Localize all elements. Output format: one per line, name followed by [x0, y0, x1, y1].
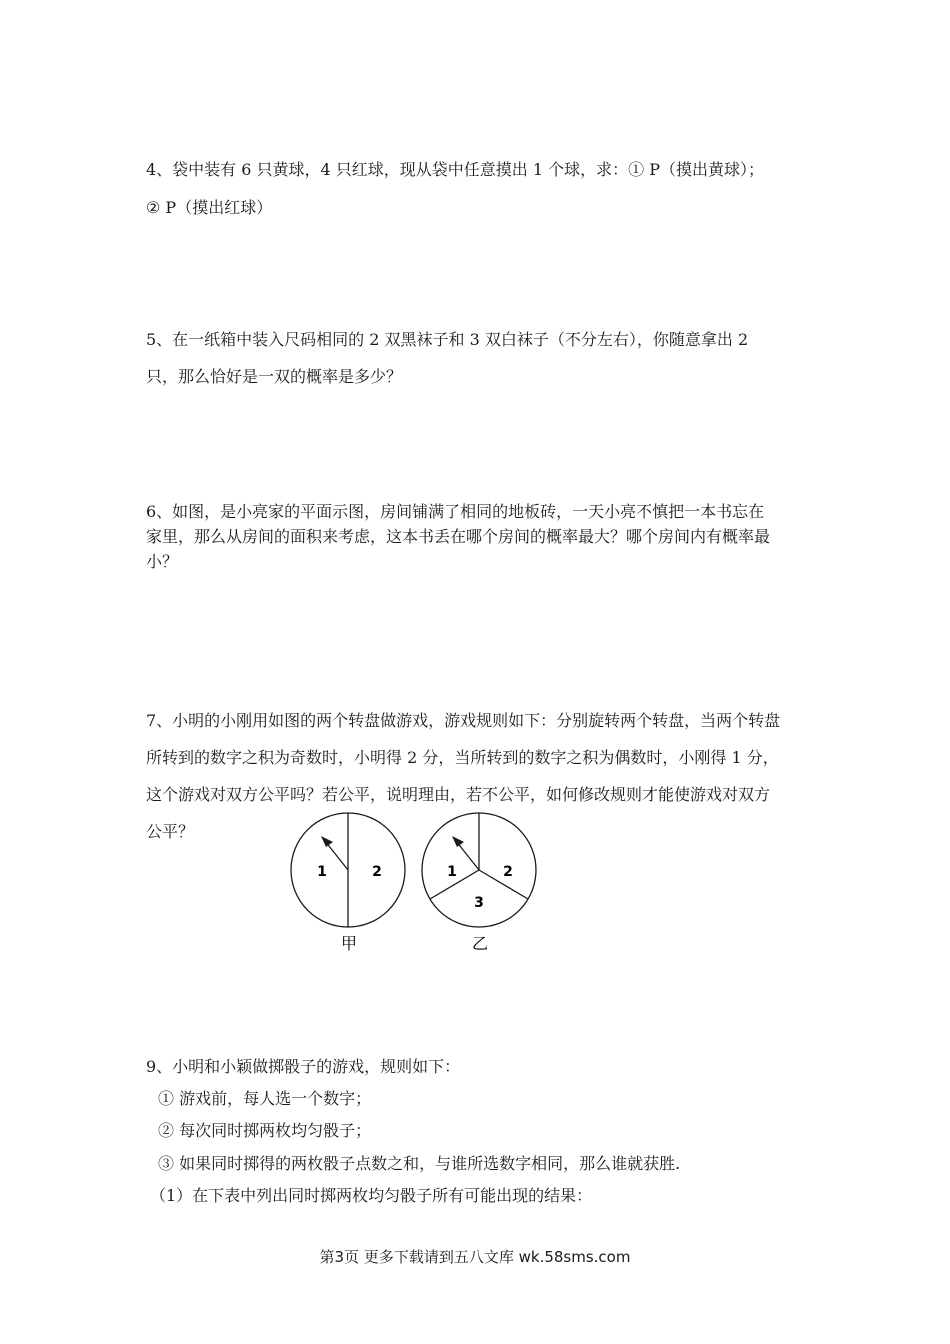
spinner-jia-label: 甲	[340, 934, 358, 953]
arrowhead-icon	[321, 836, 333, 847]
spinner-jia-sector-2: 2	[372, 864, 382, 880]
arrowhead-icon	[452, 836, 464, 847]
spinner-yi	[422, 813, 536, 953]
q9-part1: （1）在下表中列出同时掷两枚均匀骰子所有可能出现的结果：	[150, 1186, 593, 1205]
q5-line1: 5、在一纸箱中装入尺码相同的 2 双黑袜子和 3 双白袜子（不分左右），你随意拿出 2	[146, 330, 749, 349]
q9-rule1: ① 游戏前，每人选一个数字；	[158, 1089, 372, 1108]
spinner-jia-pointer	[325, 841, 348, 870]
spinner-yi-sector-1: 1	[447, 864, 457, 880]
spinner-yi-sector-3: 3	[474, 895, 484, 911]
q6-line3: 小？	[146, 552, 179, 571]
q9-line1: 9、小明和小颖做掷骰子的游戏，规则如下：	[146, 1057, 461, 1076]
q7-line4: 公平？	[146, 822, 195, 841]
q5-line2: 只，那么恰好是一双的概率是多少？	[146, 367, 403, 386]
spinner-yi-label: 乙	[471, 934, 489, 953]
q6-line2: 家里，那么从房间的面积来考虑，这本书丢在哪个房间的概率最大？哪个房间内有概率最	[146, 527, 771, 546]
q7-line1: 7、小明的小刚用如图的两个转盘做游戏，游戏规则如下：分别旋转两个转盘，当两个转盘	[146, 711, 781, 730]
spinners-figure	[280, 808, 560, 958]
q6-line1: 6、如图，是小亮家的平面示图，房间铺满了相同的地板砖，一天小亮不慎把一本书忘在	[146, 502, 765, 521]
spinner-yi-pointer	[456, 841, 479, 870]
spinner-jia-sector-1: 1	[317, 864, 327, 880]
spinner-yi-sector-2: 2	[503, 864, 513, 880]
spinner-jia	[291, 813, 405, 953]
q9-rule3: ③ 如果同时掷得的两枚骰子点数之和，与谁所选数字相同，那么谁就获胜.	[158, 1154, 681, 1173]
q9-rule2: ② 每次同时掷两枚均匀骰子；	[158, 1121, 372, 1140]
q7-line2: 所转到的数字之积为奇数时，小明得 2 分，当所转到的数字之积为偶数时，小刚得 1 分，	[146, 748, 779, 767]
q4-line2: ② P（摸出红球）	[146, 198, 273, 217]
page-footer: 第3页 更多下载请到五八文库 wk.58sms.com	[319, 1248, 631, 1266]
q7-line3: 这个游戏对双方公平吗？若公平，说明理由，若不公平，如何修改规则才能使游戏对双方	[146, 785, 771, 804]
q4-line1: 4、袋中装有 6 只黄球，4 只红球，现从袋中任意摸出 1 个球，求：① P（摸出黄球）；	[146, 160, 765, 179]
